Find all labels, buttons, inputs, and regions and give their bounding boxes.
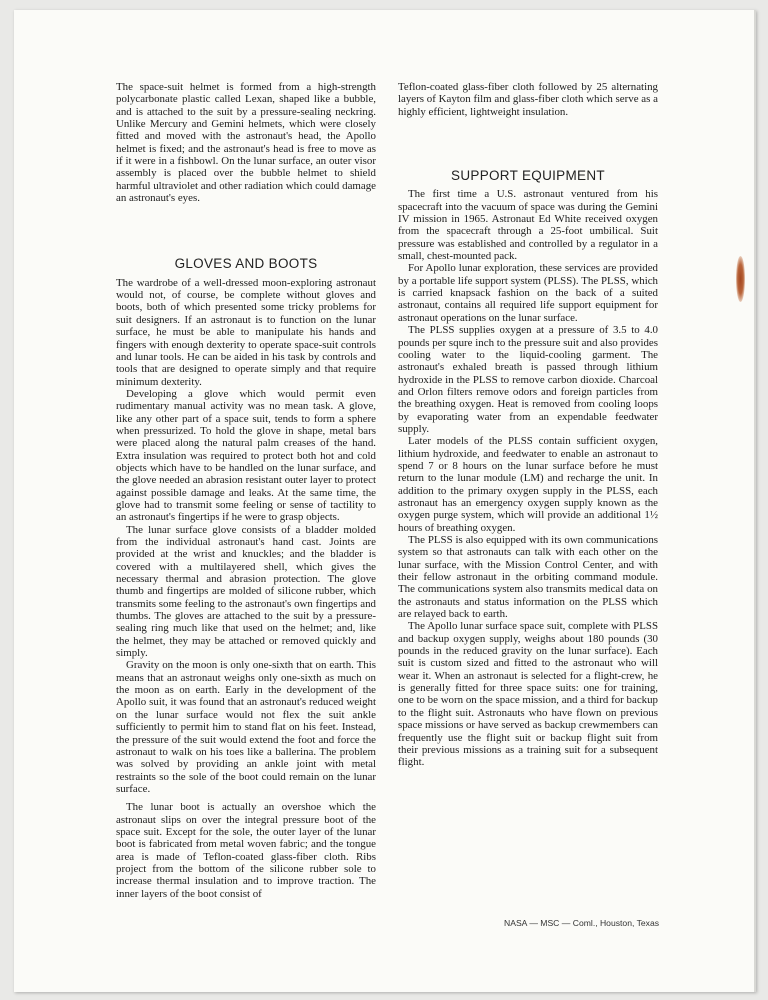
body-paragraph: The wardrobe of a well-dressed moon-exploring astronaut would not, of course, be complete without gloves and boots, both of which presented some tricky problems for suit designers. If an astronaut is to function on the lunar surface, he must be able to manipulate his hands and fingers with enough dexterity to operate space-suit controls and lunar tools. He can be aided in his task by controls and tools that are designed to operate simply and that require minimum dexterity.	[116, 276, 376, 388]
body-paragraph: For Apollo lunar exploration, these services are provided by a portable life support system (PLSS). The PLSS, which is carried knapsack fashion on the back of a suited astronaut, contains all required life support equipment for astronaut operations on the lunar surface.	[398, 262, 658, 324]
support-equipment-heading: SUPPORT EQUIPMENT	[451, 168, 605, 184]
body-paragraph: Gravity on the moon is only one-sixth that on earth. This means that an astronaut weighs only one-sixth as much on the moon as on earth. Early in the development of the Apollo suit, it was found that an astronaut's reduced weight on the lunar surface would not flex the suit ankle sufficiently to permit him to stand flat on his feet. Instead, the pressure of the suit would extend the foot and force the astronaut to walk on his toes like a ballerina. The problem was solved by providing an ankle joint with metal restraints so the sole of the boot could remain on the lunar surface.	[116, 659, 376, 795]
body-paragraph: The PLSS is also equipped with its own communications system so that astronauts can talk with each other on the lunar surface, with the Mission Control Center, and with their fellow astronaut in the orbiting command module. The communications system also transmits medical data on the astronauts and status information on the PLSS which are relayed back to earth.	[398, 534, 658, 621]
binding-stain	[736, 256, 745, 302]
left-column	[116, 81, 376, 900]
body-paragraph: The first time a U.S. astronaut ventured from his spacecraft into the vacuum of space was during the Gemini IV mission in 1965. Astronaut Ed White received oxygen from the spacecraft through a 25-foot umbilical. Suit pressure was established and controlled by a regulator in a small, chest-mounted pack.	[398, 188, 658, 263]
body-paragraph: Later models of the PLSS contain sufficient oxygen, lithium hydroxide, and feedwater to enable an astronaut to spend 7 or 8 hours on the lunar surface before he must return to the lunar module (LM) and recharge the unit. In addition to the primary oxygen supply in the PLSS, each astronaut has an emergency oxygen supply known as the oxygen purge system, which will provide an additional 1½ hours of breathing oxygen.	[398, 435, 658, 534]
document-page	[14, 10, 756, 992]
body-paragraph: The lunar surface glove consists of a bladder molded from the individual astronaut's hand cast. Joints are provided at the wrist and knuckles; and the bladder is covered with a multilayered shell, which gives the necessary thermal and abrasion protection. The glove thumb and fingertips are molded of silicone rubber, which transmits some feeling to the astronaut's own fingertips and thumbs. The gloves are attached to the suit by a pressure-sealing ring much like that used on the helmet; and, like the helmet, they may be attached or removed quickly and simply.	[116, 523, 376, 660]
body-paragraph: The Apollo lunar surface space suit, complete with PLSS and backup oxygen supply, weighs about 180 pounds (30 pounds in the reduced gravity on the lunar surface). Each suit is custom sized and fitted to the astronaut who will wear it. When an astronaut is selected for a flight-crew, he is generally fitted for three space suits: one for training, one to be worn on the space mission, and a third for backup to the flight suit. Astronauts who have flown on previous space missions or have served as backup crewmembers can frequently use the flight suit or backup flight suit from their previous missions as a training suit for a subsequent flight.	[398, 620, 658, 769]
printer-footer: NASA — MSC — Coml., Houston, Texas	[504, 918, 660, 928]
body-paragraph: Developing a glove which would permit even rudimentary manual activity was no mean task. A glove, like any other part of a space suit, tends to form a sphere when pressurized. To hold the glove in shape, metal bars were placed along the natural palm creases of the hand. Extra insulation was required to protect both hot and cold objects which have to be handled on the lunar surface, and the glove needed an abrasion resistant outer layer to protect against possible damage and leaks. At the same time, the glove had to transmit some feeling or sense of tactility to an astronaut's fingertips if he were to grasp objects.	[116, 387, 376, 524]
right-column	[398, 81, 658, 769]
helmet-paragraph: The space-suit helmet is formed from a high-strength polycarbonate plastic called Lexan, shaped like a bubble, and is attached to the suit by a pressure-sealing neckring. Unlike Mercury and Gemini helmets, which were closely fitted and moved with the astronaut's head, the Apollo helmet is fixed; and the astronaut's head is free to move as if it were in a fishbowl. On the lunar surface, an outer visor assembly is placed over the bubble helmet to shield harmful ultraviolet and other radiation which could damage an astronaut's eyes.	[116, 81, 376, 205]
body-paragraph: The PLSS supplies oxygen at a pressure of 3.5 to 4.0 pounds per squre inch to the pressure suit and also provides cooling water to the liquid-cooling garment. The astronaut's exhaled breath is passed through lithium hydroxide in the PLSS to remove carbon dioxide. Charcoal and Orlon filters remove odors and foreign particles from the breathing oxygen. Heat is removed from cooling loops by evaporating water from an expendable feedwater supply.	[398, 324, 658, 435]
continuation-paragraph: Teflon-coated glass-fiber cloth followed by 25 alternating layers of Kayton film and glass-fiber cloth which serve as a highly efficient, lightweight insulation.	[398, 81, 658, 118]
gloves-and-boots-heading: GLOVES AND BOOTS	[174, 256, 318, 272]
body-paragraph: The lunar boot is actually an overshoe which the astronaut slips on over the integral pressure boot of the space suit. Except for the sole, the outer layer of the lunar boot is fabricated from metal woven fabric; and the tongue area is made of Teflon-coated glass-fiber cloth. Ribs project from the bottom of the silicone rubber sole to increase thermal insulation and to improve traction. The inner layers of the boot consist of	[116, 801, 376, 900]
